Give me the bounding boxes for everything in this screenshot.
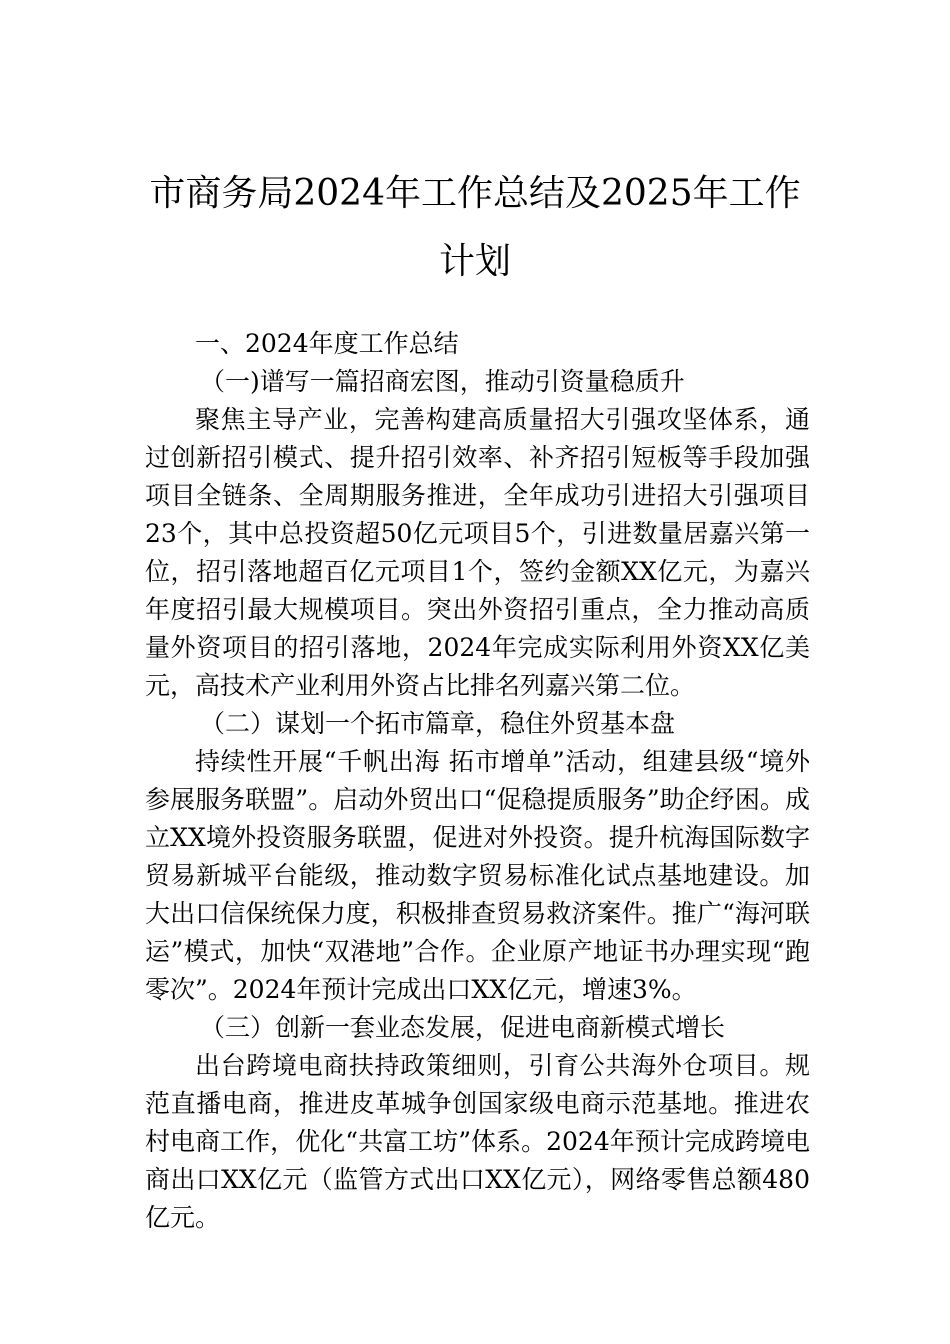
paragraph: 聚焦主导产业，完善构建高质量招大引强攻坚体系，通过创新招引模式、提升招引效率、补齐招引短板等手段加强项目全链条、全周期服务推进，全年成功引进招大引强项目23个，其中总投资超50亿元项目5个，引进数量居嘉兴第一位，招引落地超百亿元项目1个，签约金额XX亿元，为嘉兴年度招引最大规模项目。突出外资招引重点，全力推动高质量外资项目的招引落地，2024年完成实际利用外资XX亿美元，高技术产业利用外资占比排名列嘉兴第二位。: [145, 405, 810, 700]
section-heading: 一、2024年度工作总结: [195, 329, 459, 358]
document-title: 市商务局2024年工作总结及2025年工作计划: [149, 173, 801, 282]
subsection-heading: （一)谱写一篇招商宏图，推动引资量稳质升: [200, 367, 685, 396]
document-body: [145, 325, 810, 1237]
subsection-heading: （二）谋划一个拓市篇章，稳住外贸基本盘: [200, 709, 676, 738]
paragraph: 持续性开展“千帆出海 拓市增单”活动，组建县级“境外参展服务联盟”。启动外贸出口“促稳提质服务”助企纾困。成立XX境外投资服务联盟，促进对外投资。提升杭海国际数字贸易新城平台能级，推动数字贸易标准化试点基地建设。加大出口信保统保力度，积极排查贸易救济案件。推广“海河联运”模式，加快“双港地”合作。企业原产地证书办理实现“跑零次”。2024年预计完成出口XX亿元，增速3%。: [145, 747, 810, 1004]
subsection-heading: （三）创新一套业态发展，促进电商新模式增长: [200, 1013, 726, 1042]
paragraph: 出台跨境电商扶持政策细则，引育公共海外仓项目。规范直播电商，推进皮革城争创国家级电商示范基地。推进农村电商工作，优化“共富工坊”体系。2024年预计完成跨境电商出口XX亿元（监管方式出口XX亿元），网络零售总额480亿元。: [145, 1051, 810, 1232]
